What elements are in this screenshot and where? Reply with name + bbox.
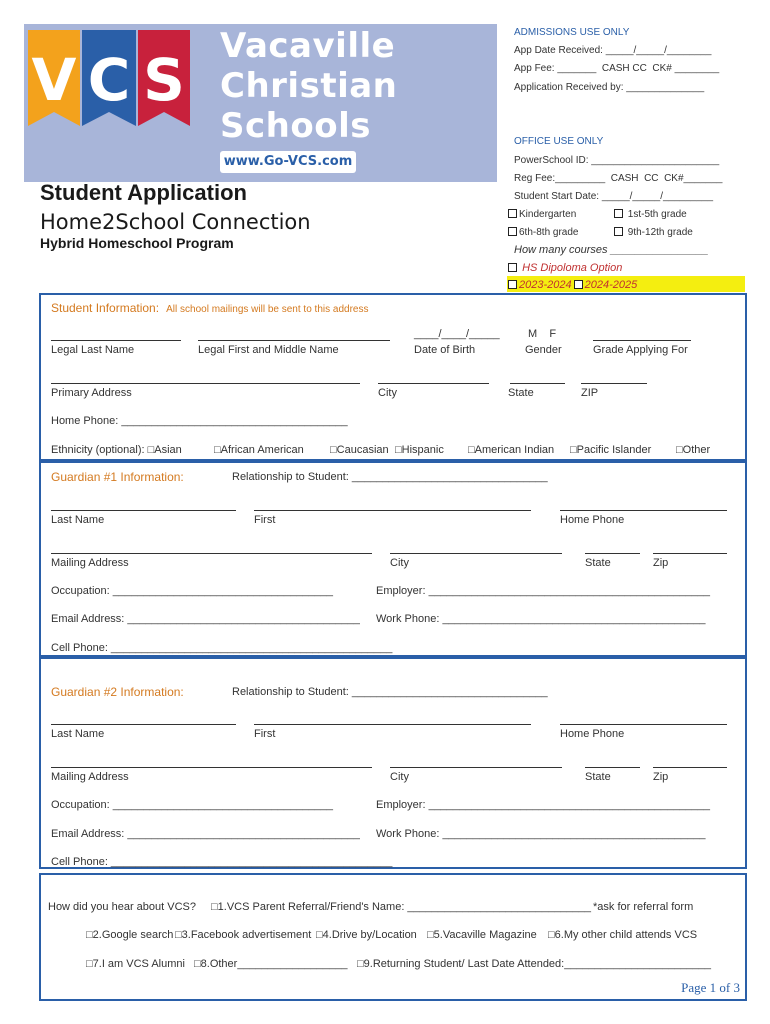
- state-line[interactable]: [510, 383, 565, 384]
- g2-city-line[interactable]: [390, 767, 562, 768]
- diploma-checkbox[interactable]: [508, 263, 517, 272]
- g1-last-line[interactable]: [51, 510, 236, 511]
- g2-state-line[interactable]: [585, 767, 640, 768]
- g2-zip-label: Zip: [653, 771, 669, 783]
- form-subtitle: Home2School Connection: [40, 210, 311, 234]
- kindergarten-label: Kindergarten: [519, 209, 577, 220]
- referral-option-4[interactable]: □4.Drive by/Location: [316, 929, 417, 941]
- year1-checkbox[interactable]: [508, 280, 517, 289]
- city-line[interactable]: [378, 383, 489, 384]
- zip-label: ZIP: [581, 387, 599, 399]
- city-label: City: [378, 387, 397, 399]
- g1-zip-label: Zip: [653, 557, 669, 569]
- home-phone-field[interactable]: Home Phone: _____________________________________: [51, 415, 348, 427]
- school-line-2: Christian: [220, 66, 398, 106]
- page-number: Page 1 of 3: [681, 980, 740, 995]
- year2-checkbox[interactable]: [574, 280, 583, 289]
- g2-city-label: City: [390, 771, 409, 783]
- grade-1-5-label: 1st-5th grade: [627, 209, 687, 220]
- ethnicity-asian[interactable]: Ethnicity (optional): □Asian: [51, 444, 182, 456]
- grade-label: Grade Applying For: [593, 344, 688, 356]
- g2-state-label: State: [585, 771, 611, 783]
- app-date-field[interactable]: App Date Received: _____/_____/________: [514, 45, 712, 56]
- student-heading-row: [51, 301, 368, 315]
- referral-option-3[interactable]: □3.Facebook advertisement: [175, 929, 312, 941]
- g1-email-field[interactable]: Email Address: ______________________________________: [51, 613, 360, 625]
- student-note: All school mailings will be sent to this address: [166, 304, 369, 315]
- legal-last-line[interactable]: [51, 340, 181, 341]
- year1-label: 2023-2024: [519, 279, 572, 291]
- g1-state-label: State: [585, 557, 611, 569]
- year2-label: 2024-2025: [584, 279, 638, 291]
- logo-v: V: [31, 46, 77, 114]
- courses-field[interactable]: How many courses ________________: [514, 244, 709, 256]
- g2-employer-field[interactable]: Employer: ______________________________________________: [376, 799, 710, 811]
- ethnicity-african[interactable]: □African American: [214, 444, 304, 456]
- guardian1-heading: Guardian #1 Information:: [51, 470, 184, 484]
- g2-occupation-field[interactable]: Occupation: ____________________________________: [51, 799, 333, 811]
- referral-option-8[interactable]: □8.Other__________________: [194, 958, 348, 970]
- zip-line[interactable]: [581, 383, 647, 384]
- gender-options[interactable]: M F: [528, 328, 557, 340]
- grade-line[interactable]: [593, 340, 691, 341]
- logo-s: S: [143, 46, 185, 114]
- logo-c: C: [87, 46, 131, 114]
- g1-state-line[interactable]: [585, 553, 640, 554]
- g2-mailing-label: Mailing Address: [51, 771, 129, 783]
- grade-9-12-label: 9th-12th grade: [627, 227, 693, 238]
- admissions-heading: ADMISSIONS USE ONLY: [514, 27, 630, 38]
- reg-fee-field[interactable]: Reg Fee:_________ CASH CC CK#_______: [514, 173, 723, 184]
- grade-6-8-checkbox[interactable]: [508, 227, 517, 236]
- g1-first-label: First: [254, 514, 276, 526]
- g2-zip-line[interactable]: [653, 767, 727, 768]
- year-options[interactable]: [508, 279, 637, 291]
- dob-label: Date of Birth: [414, 344, 476, 356]
- form-title: Student Application: [40, 180, 247, 205]
- g2-mailing-line[interactable]: [51, 767, 372, 768]
- school-line-1: Vacaville: [220, 26, 396, 66]
- vcs-logo: [24, 28, 194, 156]
- g1-mailing-label: Mailing Address: [51, 557, 129, 569]
- g2-last-label: Last Name: [51, 728, 105, 740]
- diploma-label: HS Dipoloma Option: [522, 262, 623, 274]
- program-name: Hybrid Homeschool Program: [40, 235, 234, 251]
- g1-work-phone-field[interactable]: Work Phone: ___________________________________________: [376, 613, 706, 625]
- powerschool-field[interactable]: PowerSchool ID: _______________________: [514, 155, 720, 166]
- app-received-field[interactable]: Application Received by: ______________: [514, 82, 705, 93]
- referral-option-6[interactable]: □6.My other child attends VCS: [548, 929, 698, 941]
- referral-question: How did you hear about VCS?: [48, 901, 196, 913]
- referral-option-1[interactable]: □1.VCS Parent Referral/Friend's Name: ______________________________: [211, 901, 591, 913]
- school-url[interactable]: www.Go-VCS.com: [220, 151, 356, 173]
- g2-first-label: First: [254, 728, 276, 740]
- g1-last-label: Last Name: [51, 514, 105, 526]
- school-line-3: Schools: [220, 106, 371, 146]
- guardian2-heading: Guardian #2 Information:: [51, 685, 184, 699]
- start-date-field[interactable]: Student Start Date: _____/_____/_________: [514, 191, 714, 202]
- grade-1-5-checkbox[interactable]: [614, 209, 623, 218]
- ethnicity-hispanic[interactable]: □Hispanic: [395, 444, 444, 456]
- ethnicity-pacific[interactable]: □Pacific Islander: [570, 444, 652, 456]
- student-heading: Student Information:: [51, 301, 160, 315]
- address-line[interactable]: [51, 383, 360, 384]
- ethnicity-other[interactable]: □Other: [676, 444, 711, 456]
- g1-employer-field[interactable]: Employer: ______________________________________________: [376, 585, 710, 597]
- g1-zip-line[interactable]: [653, 553, 727, 554]
- dob-blank[interactable]: ____/____/_____: [414, 328, 500, 340]
- kindergarten-checkbox[interactable]: [508, 209, 517, 218]
- legal-first-label: Legal First and Middle Name: [198, 344, 339, 356]
- grade-6-8-label: 6th-8th grade: [519, 227, 579, 238]
- g1-occupation-field[interactable]: Occupation: ____________________________________: [51, 585, 333, 597]
- office-heading: OFFICE USE ONLY: [514, 136, 604, 147]
- kindergarten-option[interactable]: [508, 209, 576, 220]
- guardian1-relationship[interactable]: Relationship to Student: ________________________________: [232, 471, 548, 483]
- legal-first-line[interactable]: [198, 340, 390, 341]
- gender-label: Gender: [525, 344, 562, 356]
- grade-1-5-option[interactable]: [614, 209, 687, 220]
- g2-work-phone-field[interactable]: Work Phone: ___________________________________________: [376, 828, 706, 840]
- state-label: State: [508, 387, 534, 399]
- g2-phone-label: Home Phone: [560, 728, 625, 740]
- g2-email-field[interactable]: Email Address: ______________________________________: [51, 828, 360, 840]
- diploma-option[interactable]: [508, 262, 622, 274]
- legal-last-label: Legal Last Name: [51, 344, 135, 356]
- referral-option-9[interactable]: □9.Returning Student/ Last Date Attended:________________________: [357, 958, 712, 970]
- grade-9-12-checkbox[interactable]: [614, 227, 623, 236]
- guardian2-relationship[interactable]: Relationship to Student: ________________________________: [232, 686, 548, 698]
- g2-cell-field[interactable]: Cell Phone: ______________________________________________: [51, 856, 393, 868]
- address-label: Primary Address: [51, 387, 132, 399]
- ethnicity-american-indian[interactable]: □American Indian: [468, 444, 555, 456]
- app-fee-field[interactable]: App Fee: _______ CASH CC CK# ________: [514, 63, 720, 74]
- school-name: [220, 26, 397, 146]
- g1-first-line[interactable]: [254, 510, 531, 511]
- referral-option-2[interactable]: □2.Google search: [86, 929, 174, 941]
- g2-phone-line[interactable]: [560, 724, 727, 725]
- g1-phone-label: Home Phone: [560, 514, 625, 526]
- grade-9-12-option[interactable]: [614, 227, 693, 238]
- referral-ask-note: *ask for referral form: [593, 901, 694, 913]
- g1-mailing-line[interactable]: [51, 553, 372, 554]
- referral-option-7[interactable]: □7.I am VCS Alumni: [86, 958, 185, 970]
- student-section: [39, 293, 747, 461]
- ethnicity-caucasian[interactable]: □Caucasian: [330, 444, 389, 456]
- g2-last-line[interactable]: [51, 724, 236, 725]
- g2-first-line[interactable]: [254, 724, 531, 725]
- g1-city-line[interactable]: [390, 553, 562, 554]
- g1-cell-field[interactable]: Cell Phone: ______________________________________________: [51, 642, 393, 654]
- g1-phone-line[interactable]: [560, 510, 727, 511]
- grade-6-8-option[interactable]: [508, 227, 579, 238]
- g1-city-label: City: [390, 557, 409, 569]
- referral-option-5[interactable]: □5.Vacaville Magazine: [427, 929, 537, 941]
